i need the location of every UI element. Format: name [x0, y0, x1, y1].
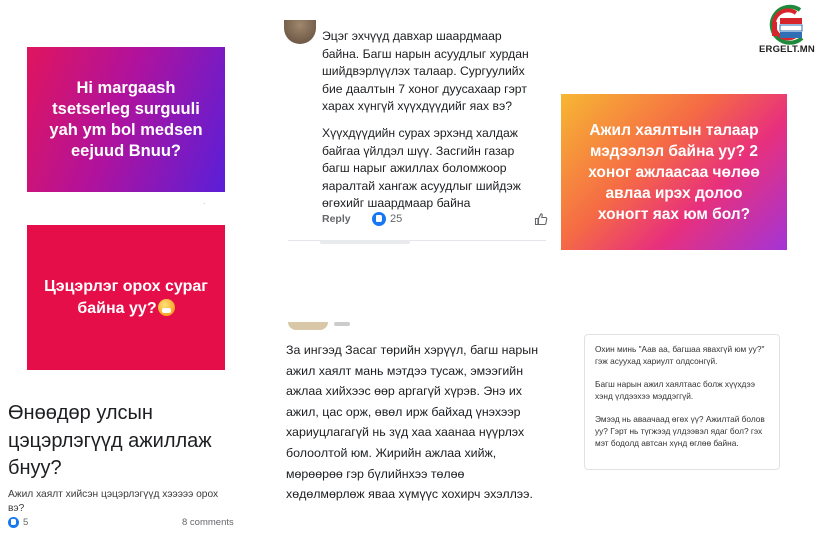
card1-line: yah ym bol medsen — [49, 120, 203, 139]
comment1-line: шийдвэрлүүлэх талаар. Сургуулийх — [322, 64, 525, 79]
comment1-line: багш нарыг ажиллах боломжоор — [322, 161, 507, 176]
comment1-line: бие даалтын 7 хоног дуусахаар гэрт — [322, 81, 527, 96]
card3-line: Ажил хаялтын талаар — [589, 121, 759, 139]
comment2-text — [286, 340, 554, 505]
next-comment-truncated — [320, 240, 410, 244]
card1-line: Hi margaash — [76, 78, 176, 97]
card3-line: мэдээлэл байна уу? 2 — [589, 142, 758, 160]
comment2-line: ажлаа хийхээс өөр аргагүй хүрэв. Энэ их — [286, 384, 522, 399]
post-card-kindergarten-rumor — [27, 225, 225, 370]
like-badge-icon — [8, 517, 19, 528]
card1-line: tsetserleg surguuli — [52, 99, 200, 118]
note-paragraph: Эмээд нь аваачаад өгөх үү? Ажилтай болов уу? Гэрт нь түгжээд үлдээвэл ядаг бол? гэх мэт бодолд автсан хүнд өглөө байна. — [595, 414, 765, 448]
comment2-line: ажил хаялт мань мэтдээ тусаж, эмээгийн — [286, 363, 524, 378]
logo-wordmark: ERGELT.MN — [759, 44, 815, 55]
medical-mask-emoji-icon — [158, 299, 175, 316]
note-paragraph: Охин минь "Аав аа, багшаа явахгүй юм уу?" гэж асуухад хариулт олдсонгүй. — [595, 344, 765, 366]
commenter-name-partial — [334, 322, 350, 326]
comment1-line: харах хүнгүй хүүхдүүдийг яах вэ? — [322, 99, 512, 114]
post3-reaction-count[interactable] — [8, 517, 28, 528]
comment2-line: За ингээд Засаг төрийн хэрүүл, багш нарын — [286, 343, 539, 357]
card3-line: хоногт яах юм бол? — [597, 205, 751, 223]
post3-title-line: цэцэрлэгүүд ажиллаж — [8, 429, 212, 452]
post3-body — [8, 488, 238, 516]
card1-footer-dot: . — [203, 196, 206, 206]
post3-title — [8, 400, 248, 483]
post3-comments-link[interactable]: 8 comments — [182, 517, 234, 528]
comment1-line: Хүүхдүүдийн сурах эрхэнд халдаж — [322, 126, 518, 140]
comment2-line: мөрөөрөө гэр бүлийнхээ төлөө — [286, 466, 465, 481]
comment1-reaction-count[interactable] — [372, 212, 402, 226]
post3-body-line: Ажил хаялт хийсэн цэцэрлэгүүд хэээээ орох — [8, 489, 219, 500]
comment1-line: байна. Багш нарын асуудлыг хурдан — [322, 46, 529, 61]
comment1-line: яаралтай хангаж асуудлыг шийдэж — [322, 178, 521, 193]
card2-line: Цэцэрлэг орох сураг — [44, 277, 208, 295]
comment2-line: ажил, цас орж, өвөл ирж байхад үнэхээр — [286, 404, 521, 419]
comment1-paragraph-2 — [322, 125, 562, 213]
card3-line: авлаа ирэх долоо — [605, 184, 743, 202]
post-card-strike-info — [561, 94, 787, 250]
comment2-line: болоoлтой юм. Жирийн ажлаа хийж, — [286, 445, 497, 460]
comment2-line: хариуцлагагүй нь зүд хаа хаанаа нүүрлэх — [286, 425, 525, 440]
comment1-like-count: 25 — [390, 213, 403, 225]
like-badge-icon — [372, 212, 386, 226]
comment1-line: байгаа үйлдэл шүү. Засгийн газар — [322, 143, 515, 158]
comment1-paragraph-1 — [322, 28, 562, 116]
comment1-line: Эцэг эхчүүд давхар шаардмаар — [322, 29, 502, 43]
comment1-line: өгөхийг шаардмаар байна — [322, 196, 471, 211]
post-card-kindergarten-latin — [27, 47, 225, 192]
commenter-avatar-partial — [288, 322, 328, 330]
thumbs-up-icon[interactable] — [534, 212, 548, 226]
reply-button[interactable]: Reply — [322, 213, 351, 225]
post3-like-count: 5 — [23, 517, 29, 528]
post3-body-line: вэ? — [8, 503, 25, 514]
commenter-avatar[interactable] — [284, 20, 316, 44]
note-paragraph: Багш нарын ажил хаялтаас болж хүүхдээ хэнд үлдээхээ мэддэггүй. — [595, 379, 755, 401]
post3-title-line: Өнөөдөр улсын — [8, 402, 153, 424]
post3-title-line: бнуу? — [8, 457, 62, 479]
card2-line-2 — [44, 298, 208, 320]
comment2-line: хөдөлмөрлөж яваа хүмүүс хохирч эхэллээ. — [286, 487, 533, 502]
card2-line-text: байна уу? — [77, 299, 157, 317]
card1-line: eejuud Bnuu? — [70, 141, 181, 160]
quote-note-card — [584, 334, 780, 470]
card3-line: хоног ажлаасаа чөлөө — [588, 163, 760, 181]
